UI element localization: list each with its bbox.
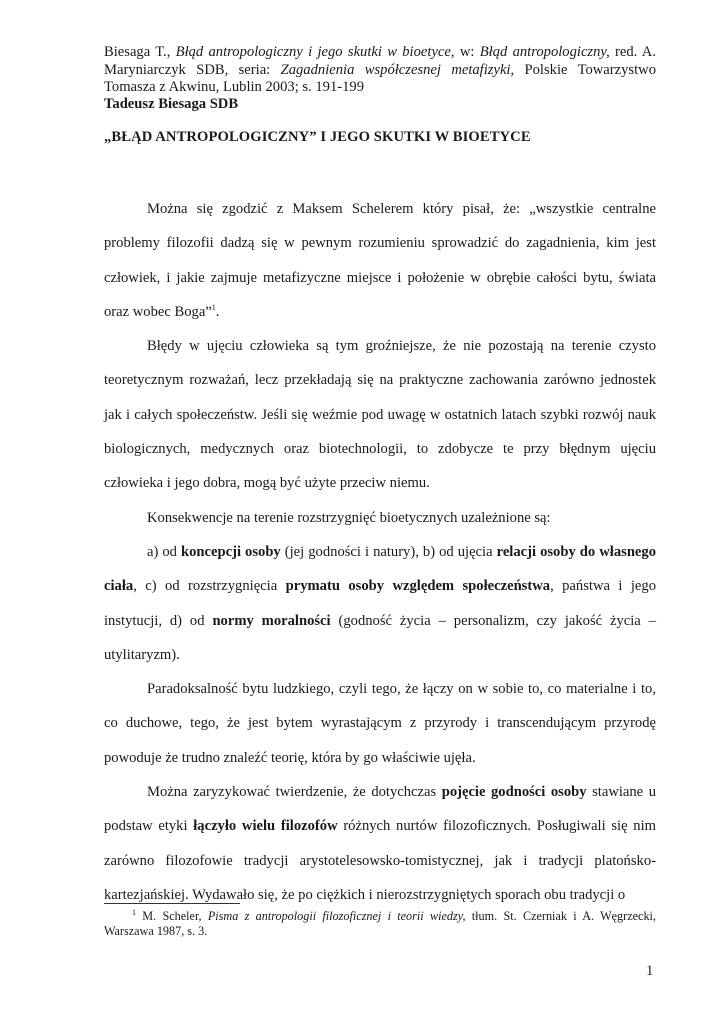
- paragraph-5: Paradoksalność bytu ludzkiego, czyli tego, że łączy on w sobie to, co materialne i to, co duchowe, tego, że jest bytem wyrastającym z przyrody i transcendującym przyrodę powoduje że trudno znaleźć teorię, która by go właściwie ujęła.: [104, 681, 656, 766]
- citation-line-3: Tomasza z Akwinu, Lublin 2003; s. 191-199: [104, 79, 365, 96]
- footnote-line-2: Warszawa 1987, s. 3.: [104, 923, 208, 938]
- paragraph-3: Konsekwencje na terenie rozstrzygnięć bioetycznych uzależnione są:: [147, 509, 551, 526]
- page-number: 1: [646, 963, 654, 979]
- citation-line-1: Biesaga T., Błąd antropologiczny i jego skutki w bioetyce, w: Błąd antropologiczny, red. A.: [104, 44, 656, 60]
- author-line: Tadeusz Biesaga SDB: [104, 96, 239, 112]
- footnote-separator: [104, 903, 240, 904]
- paragraph-4: a) od koncepcji osoby (jej godności i natury), b) od ujęcia relacji osoby do własnego ciała, c) od rozstrzygnięcia prymatu osoby względem społeczeństwa, państwa i jego instytucji, d) od normy moralności (godność życia – personalizm, czy jakość życia – utylitaryzm).: [104, 543, 657, 663]
- paragraph-6: Można zaryzykować twierdzenie, że dotychczas pojęcie godności osoby stawiane u podstaw etyki łączyło wielu filozofów różnych nurtów filozoficznych. Posługiwali się nim zarówno filozofowie tradycji arystotelesowsko-tomistycznej, jak i tradycji platońsko-kartezjańskiej. Wydawało się, że po ciężkich i nierozstrzygniętych sporach obu tradycji o: [104, 784, 656, 903]
- citation-header: [104, 44, 656, 97]
- paragraph-1: Można się zgodzić z Maksem Schelerem który pisał, że: „wszystkie centralne problemy filozofii dadzą się w pewnym rozumieniu sprowadzić do zagadnienia, kim jest człowiek, i jakie zajmuje metafizyczne miejsce i położenie w obrębie całości bytu, świata oraz wobec Boga”$^1$.: [104, 201, 656, 320]
- footnote-1: [104, 909, 656, 938]
- article-title: „BŁĄD ANTROPOLOGICZNY” I JEGO SKUTKI W BIOETYCE: [104, 129, 531, 145]
- footnote-number: 1: [132, 907, 136, 917]
- paragraph-2: Błędy w ujęciu człowieka są tym groźniejsze, że nie pozostają na terenie czysto teoretycznym rozważań, lecz przekładają się na praktyczne zachowania zarówno jednostek jak i całych społeczeństw. Jeśli się weźmie pod uwagę w ostatnich latach szybki rozwój nauk biologicznych, medycznych oraz biotechnologii, to zdobycze te przy błędnym ujęciu człowieka i jego dobra, mogą być użyte przeciw niemu.: [104, 338, 656, 492]
- citation-line-2: Maryniarczyk SDB, seria: Zagadnienia współczesnej metafizyki, Polskie Towarzystwo: [104, 61, 656, 78]
- article-body: [104, 192, 656, 912]
- footnote-line-1: $^1$ M. Scheler, Pisma z antropologii filozoficznej i teorii wiedzy, tłum. St. Czerniak i A. Węgrzecki,: [132, 907, 656, 923]
- footnote-ref[interactable]: 1: [211, 303, 216, 313]
